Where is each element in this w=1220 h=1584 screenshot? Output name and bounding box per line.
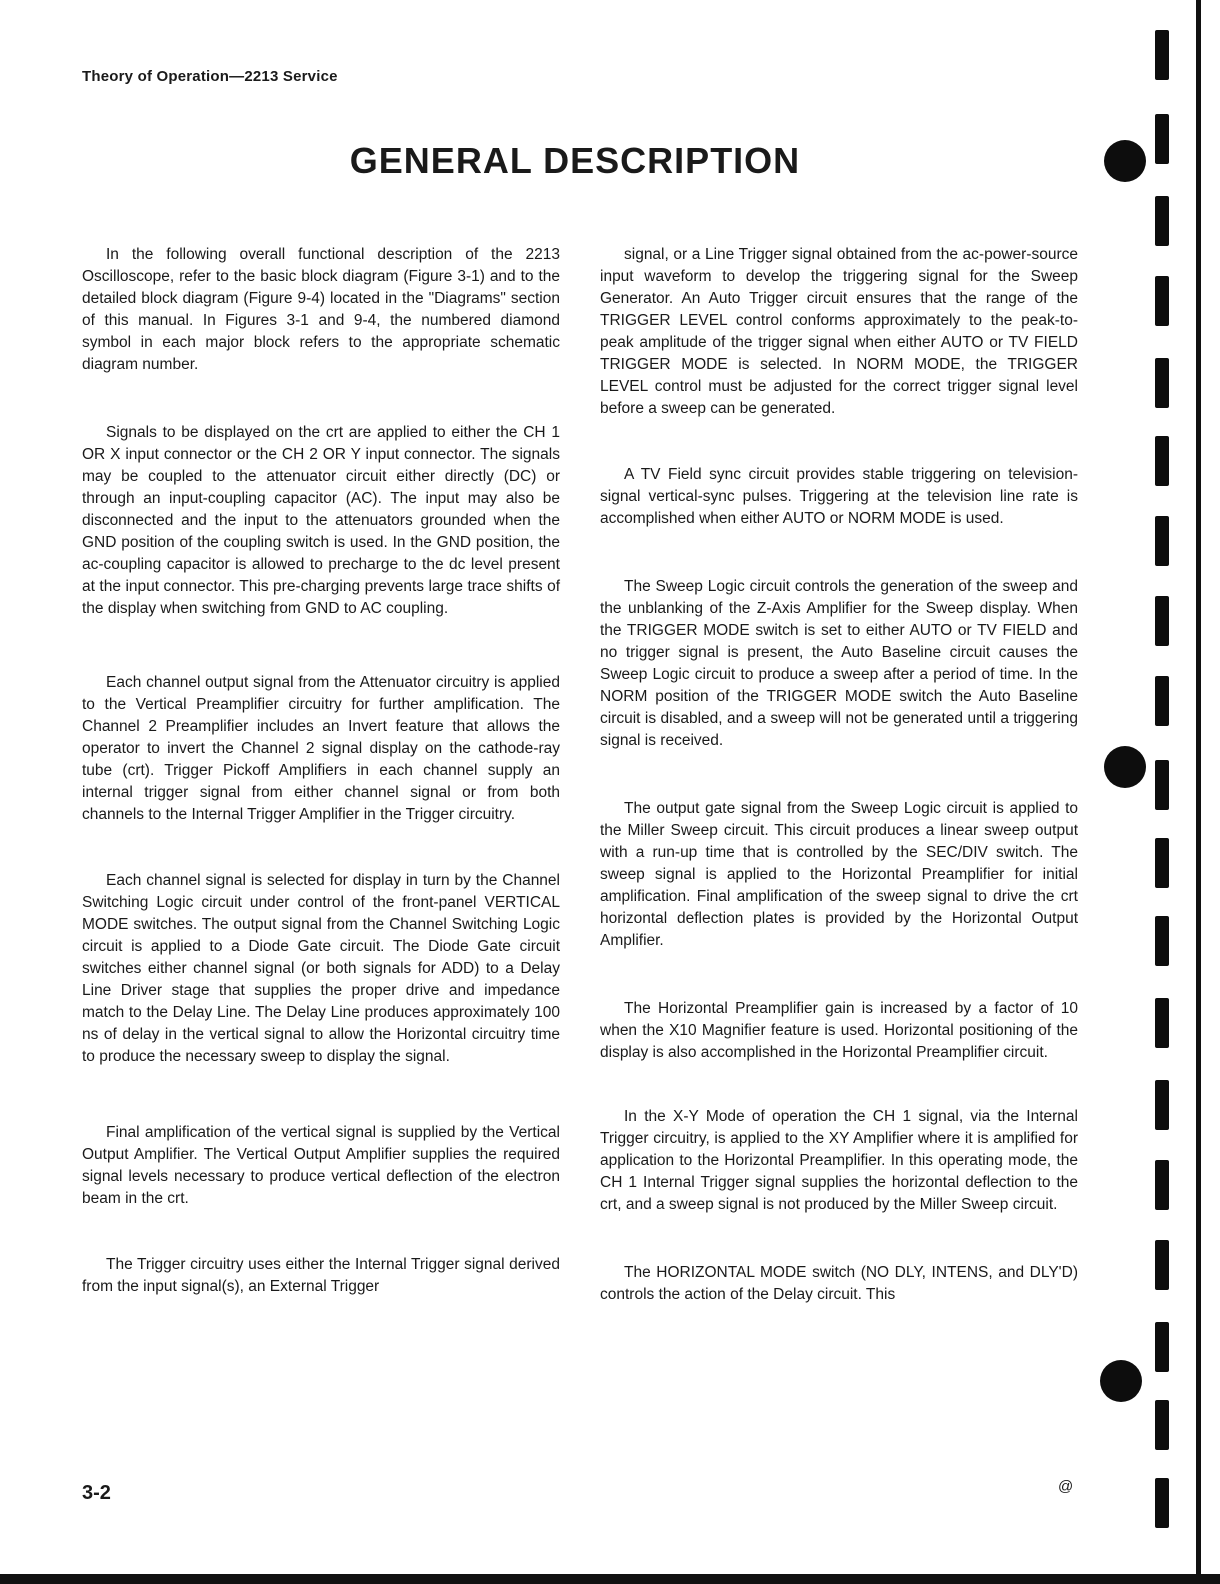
binding-hole [1100,1360,1142,1402]
binding-mark [1155,1400,1169,1450]
binding-mark [1155,1322,1169,1372]
binding-mark [1155,596,1169,646]
paragraph: signal, or a Line Trigger signal obtained from the ac-power-source input waveform to develop the triggering signal for the Sweep Generator. An Auto Trigger circuit ensures that the range of the TRIGGER LEVEL control conforms approximately to the peak-to-peak amplitude of the trigger signal when either AUTO or TV FIELD TRIGGER MODE is selected. In NORM MODE, the TRIGGER LEVEL control must be adjusted for the correct trigger signal level before a sweep can be generated. [600,246,1078,417]
binding-mark [1155,436,1169,486]
binding-mark [1155,760,1169,810]
binding-mark [1155,676,1169,726]
binding-hole [1104,140,1146,182]
paragraph: The Trigger circuitry uses either the Internal Trigger signal derived from the input signal(s), an External Trigger [82,1256,560,1295]
binding-mark [1155,30,1169,80]
binding-mark [1155,998,1169,1048]
page-edge [1196,0,1201,1584]
binding-mark [1155,916,1169,966]
paragraph: In the X-Y Mode of operation the CH 1 signal, via the Internal Trigger circuitry, is applied to the XY Amplifier where it is amplified for application to the Horizontal Preamplifier. In this operating mode, the CH 1 Internal Trigger signal supplies the horizontal deflection to the crt, and a sweep signal is not produced by the Miller Sweep circuit. [600,1108,1078,1213]
paragraph: Each channel signal is selected for display in turn by the Channel Switching Logic circuit under control of the front-panel VERTICAL MODE switches. The output signal from the Channel Switching Logic circuit is applied to a Diode Gate circuit. The Diode Gate circuit switches either channel signal (or both signals for ADD) to a Delay Line Driver stage that supplies the proper drive and impedance match to the Delay Line. The Delay Line produces approximately 100 ns of delay in the vertical signal to allow the Horizontal circuitry time to produce the necessary sweep to display the signal. [82,872,560,1065]
binding-mark [1155,276,1169,326]
binding-mark [1155,1080,1169,1130]
page-number: 3-2 [82,1482,111,1504]
paragraph: In the following overall functional description of the 2213 Oscilloscope, refer to the basic block diagram (Figure 3-1) and to the detailed block diagram (Figure 9-4) located in the "Diagrams" section of this manual. In Figures 3-1 and 9-4, the numbered diamond symbol in each major block refers to the appropriate schematic diagram number. [82,246,560,373]
paragraph: The Sweep Logic circuit controls the generation of the sweep and the unblanking of the Z-Axis Amplifier for the Sweep display. When the TRIGGER MODE switch is set to either AUTO or TV FIELD and no trigger signal is present, the Auto Baseline circuit causes the Sweep Logic circuit to produce a sweep after a period of time. In the NORM position of the TRIGGER MODE switch the Auto Baseline circuit is disabled, and a sweep will not be generated until a triggering signal is received. [600,578,1078,749]
copyright-mark: @ [1058,1478,1074,1495]
paragraph: The Horizontal Preamplifier gain is increased by a factor of 10 when the X10 Magnifier feature is used. Horizontal positioning of the display is also accomplished in the Horizontal Preamplifier circuit. [600,1000,1078,1061]
binding-mark [1155,838,1169,888]
binding-mark [1155,196,1169,246]
page-edge-bottom [0,1574,1220,1584]
paragraph: A TV Field sync circuit provides stable triggering on television-signal vertical-sync pulses. Triggering at the television line rate is accomplished when either AUTO or NORM MODE is used. [600,466,1078,527]
binding-mark [1155,114,1169,164]
binding-mark [1155,358,1169,408]
paragraph: The output gate signal from the Sweep Logic circuit is applied to the Miller Sweep circuit. This circuit produces a linear sweep output with a run-up time that is controlled by the SEC/DIV switch. The sweep signal is applied to the Horizontal Preamplifier for initial amplification. Final amplification of the sweep signal to drive the crt horizontal deflection plates is provided by the Horizontal Output Amplifier. [600,800,1078,949]
binding-hole [1104,746,1146,788]
paragraph: The HORIZONTAL MODE switch (NO DLY, INTENS, and DLY'D) controls the action of the Delay circuit. This [600,1264,1078,1303]
paragraph: Final amplification of the vertical signal is supplied by the Vertical Output Amplifier. The Vertical Output Amplifier supplies the required signal levels necessary to produce vertical deflection of the electron beam in the crt. [82,1124,560,1207]
binding-mark [1155,1478,1169,1528]
paragraph: Signals to be displayed on the crt are applied to either the CH 1 OR X input connector or the CH 2 OR Y input connector. The signals may be coupled to the attenuator circuit either directly (DC) or through an input-coupling capacitor (AC). The input may also be disconnected and the input to the attenuators grounded when the GND position of the coupling switch is used. In the GND position, the ac-coupling capacitor is allowed to precharge to the dc level present at the input connector. This pre-charging prevents large trace shifts of the display when switching from GND to AC coupling. [82,424,560,617]
left-column [82,244,560,1298]
binding-mark [1155,516,1169,566]
binding-mark [1155,1160,1169,1210]
paragraph: Each channel output signal from the Attenuator circuitry is applied to the Vertical Preamplifier circuitry for further amplification. The Channel 2 Preamplifier includes an Invert feature that allows the operator to invert the Channel 2 signal display on the cathode-ray tube (crt). Trigger Pickoff Amplifiers in each channel supply an internal trigger signal from either channel signal or from both channels to the Internal Trigger Amplifier in the Trigger circuitry. [82,674,560,823]
page-title: GENERAL DESCRIPTION [349,140,801,181]
running-header: Theory of Operation—2213 Service [82,68,338,85]
right-column [600,244,1078,1306]
binding-mark [1155,1240,1169,1290]
